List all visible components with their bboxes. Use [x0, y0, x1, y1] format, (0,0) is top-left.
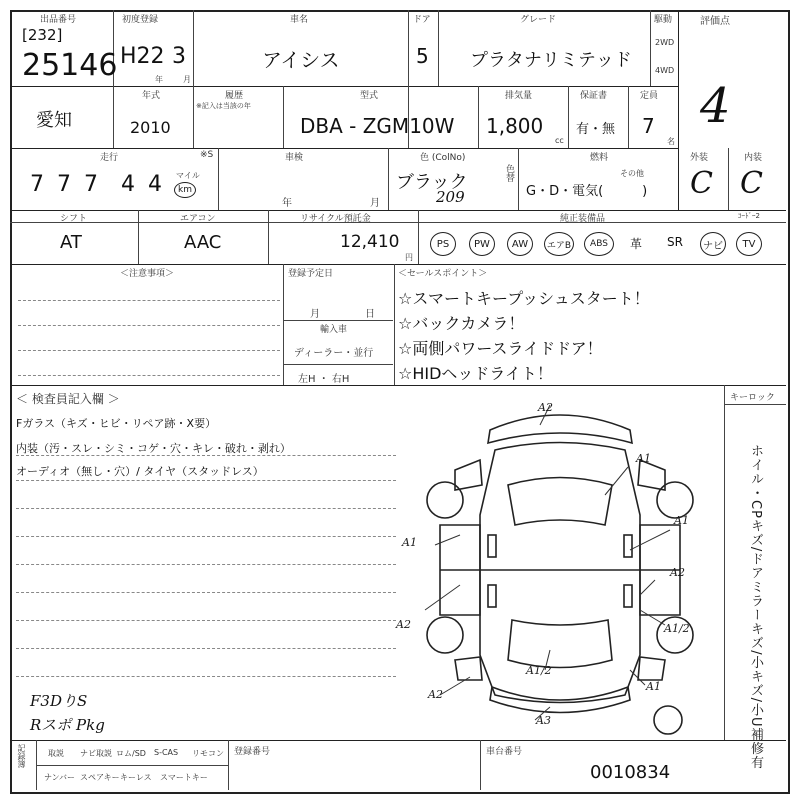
reg-number-label: 登録番号 [234, 747, 271, 757]
first-reg-era: H22 [120, 44, 165, 69]
footer-item-navi-manual: ナビ取説 [80, 749, 112, 758]
equipment-label: 純正装備品 [560, 214, 606, 224]
mileage-digit-5: 4 [148, 172, 162, 197]
equip-navi: ナビ [700, 232, 726, 256]
first-reg-month: 3 [172, 44, 186, 69]
damage-mark-4: A1 [402, 536, 417, 549]
recycle-value: 12,410 [340, 232, 400, 252]
history-label: 履歴 [225, 91, 244, 101]
keylock-label: キーロック [730, 393, 775, 403]
damage-mark-3: A1 [674, 514, 689, 527]
capacity-value: 7 [642, 114, 655, 138]
yen-unit: 円 [405, 253, 413, 262]
equip-sunroof: SR [667, 235, 683, 249]
interior-label: 内装 [744, 153, 763, 163]
capacity-label: 定員 [640, 91, 659, 101]
reg-month: 月 [310, 309, 320, 320]
color-label: 色 (ColNo) [420, 153, 466, 163]
notes-label: ＜注意事項＞ [120, 269, 175, 279]
mileage-digit-4: 4 [121, 172, 135, 197]
handwritten-note-1: F3DりS [30, 692, 88, 710]
equip-tv: TV [736, 232, 762, 256]
doors-value: 5 [416, 44, 429, 68]
side-comment: ホイル・CPキズ/ドアミラーキズ/小キズ/小U補修有 [748, 444, 763, 770]
code-note: ｺｰﾄﾞｰ2 [738, 212, 760, 220]
inspector-label: ＜ 検査員記入欄 ＞ [16, 392, 120, 406]
color-value: ブラック [396, 172, 468, 193]
mileage-digit-2: 7 [57, 172, 71, 197]
capacity-unit: 名 [667, 137, 675, 146]
warranty-label: 保証書 [580, 91, 608, 101]
equip-leather: 革 [630, 237, 643, 251]
sales-point-2: ☆バックカメラ！ [398, 314, 525, 333]
first-reg-label: 初度登録 [122, 15, 159, 25]
doors-label: ドア [413, 15, 431, 25]
footer-item-remote: リモコン [192, 749, 224, 758]
chassis-number: 0010834 [590, 762, 671, 783]
equip-pw: PW [469, 232, 495, 256]
footer-item-spare-key: スペアキー [80, 773, 120, 782]
sales-point-3: ☆両側パワースライドドア！ [398, 339, 603, 358]
model-value: DBA - ZGM10W [300, 114, 455, 138]
damage-mark-7: A1/2 [664, 622, 690, 635]
eval-label: 評価点 [700, 16, 730, 27]
lot-number: 25146 [22, 48, 118, 83]
shift-label: シフト [60, 214, 88, 224]
history-note: ※記入は当該の年 [196, 102, 251, 110]
mileage-digit-3: 7 [84, 172, 98, 197]
displacement-label: 排気量 [505, 91, 533, 101]
grade-label: グレード [520, 15, 557, 25]
lot-prefix: [232] [22, 26, 63, 44]
equip-airbag: エアB [544, 232, 574, 256]
drive-label: 駆動 [654, 15, 673, 25]
first-reg-month-unit: 月 [183, 75, 191, 84]
import-label: 輸入車 [320, 325, 348, 335]
exterior-label: 外装 [690, 153, 709, 163]
damage-mark-9: A1 [646, 680, 661, 693]
footer-item-manual: 取説 [48, 749, 64, 758]
damage-mark-11: A3 [536, 714, 551, 727]
damage-mark-10: A2 [428, 688, 443, 701]
model-year: 2010 [130, 118, 171, 137]
damage-mark-6: A2 [396, 618, 411, 631]
aircon-value: AAC [184, 232, 222, 253]
km-unit-circled: km [174, 182, 196, 198]
steering: 左H ・ 右H [298, 374, 350, 385]
fuel-label: 燃料 [590, 153, 609, 163]
inspection-label: 車検 [285, 153, 304, 163]
footer-record-label: 記録簿 [17, 744, 26, 768]
sales-point-4: ☆HIDヘッドライト！ [398, 364, 553, 383]
inspector-line-1: Fガラス（キズ・ヒビ・リペア跡・X要） [16, 417, 217, 430]
drive-4wd: 4WD [655, 66, 675, 75]
aircon-label: エアコン [180, 214, 216, 224]
footer-item-number: ナンバー [44, 773, 76, 782]
mileage-note: ※S [200, 150, 214, 160]
chassis-label: 車台番号 [486, 747, 523, 757]
inspection-year: 年 [282, 198, 292, 209]
eval-score: 4 [700, 78, 731, 134]
cc-unit: cc [555, 136, 564, 145]
car-name-label: 車名 [290, 15, 309, 25]
interior-grade: C [740, 166, 763, 201]
mileage-label: 走行 [100, 153, 119, 163]
sales-point-label: ＜セールスポイント＞ [398, 269, 488, 279]
inspector-line-3: オーディオ（無し・穴）/ タイヤ（スタッドレス） [16, 465, 264, 478]
footer-item-rom-sd: ロム/SD [116, 749, 146, 758]
mileage-digit-1: 7 [30, 172, 44, 197]
color-number: 209 [436, 188, 465, 206]
damage-mark-5: A2 [670, 566, 685, 579]
reg-day: 日 [365, 309, 375, 320]
lot-label: 出品番号 [40, 15, 77, 25]
car-name: アイシス [262, 48, 340, 72]
reg-record-label: 登録予定日 [288, 269, 334, 279]
damage-mark-1: A2 [538, 401, 553, 414]
damage-mark-2: A1 [636, 452, 651, 465]
inspection-month: 月 [370, 198, 380, 209]
recycle-label: リサイクル預託金 [300, 214, 371, 224]
shift-value: AT [60, 232, 82, 253]
model-label: 型式 [360, 91, 379, 101]
region-value: 愛知 [36, 110, 72, 131]
displacement-value: 1,800 [486, 114, 544, 138]
first-reg-year-unit: 年 [155, 75, 163, 84]
year-label: 年式 [142, 91, 161, 101]
mile-unit: マイル [176, 171, 200, 180]
damage-mark-8: A1/2 [526, 664, 552, 677]
footer-item-keyless: キーレス [120, 773, 152, 782]
color-change: 色替 [504, 164, 514, 182]
equip-abs: ABS [584, 232, 614, 256]
exterior-grade: C [690, 166, 713, 201]
footer-item-scas: S-CAS [154, 748, 179, 757]
inspector-line-2: 内装（汚・スレ・シミ・コゲ・穴・キレ・破れ・剥れ） [16, 442, 291, 455]
grade-value: プラタナリミテッド [470, 50, 632, 71]
fuel-value: G・D・電気( ) [526, 184, 648, 199]
footer-item-smart-key: スマートキー [160, 773, 208, 782]
equip-ps: PS [430, 232, 456, 256]
drive-2wd: 2WD [655, 38, 675, 47]
warranty-value: 有・無 [576, 122, 616, 137]
equip-aw: AW [507, 232, 533, 256]
handwritten-note-2: Rスポ Pkg [30, 716, 105, 734]
fuel-other: その他 [620, 169, 644, 178]
import-type: ディーラー・並行 [294, 348, 374, 359]
sales-point-1: ☆スマートキープッシュスタート！ [398, 289, 650, 308]
